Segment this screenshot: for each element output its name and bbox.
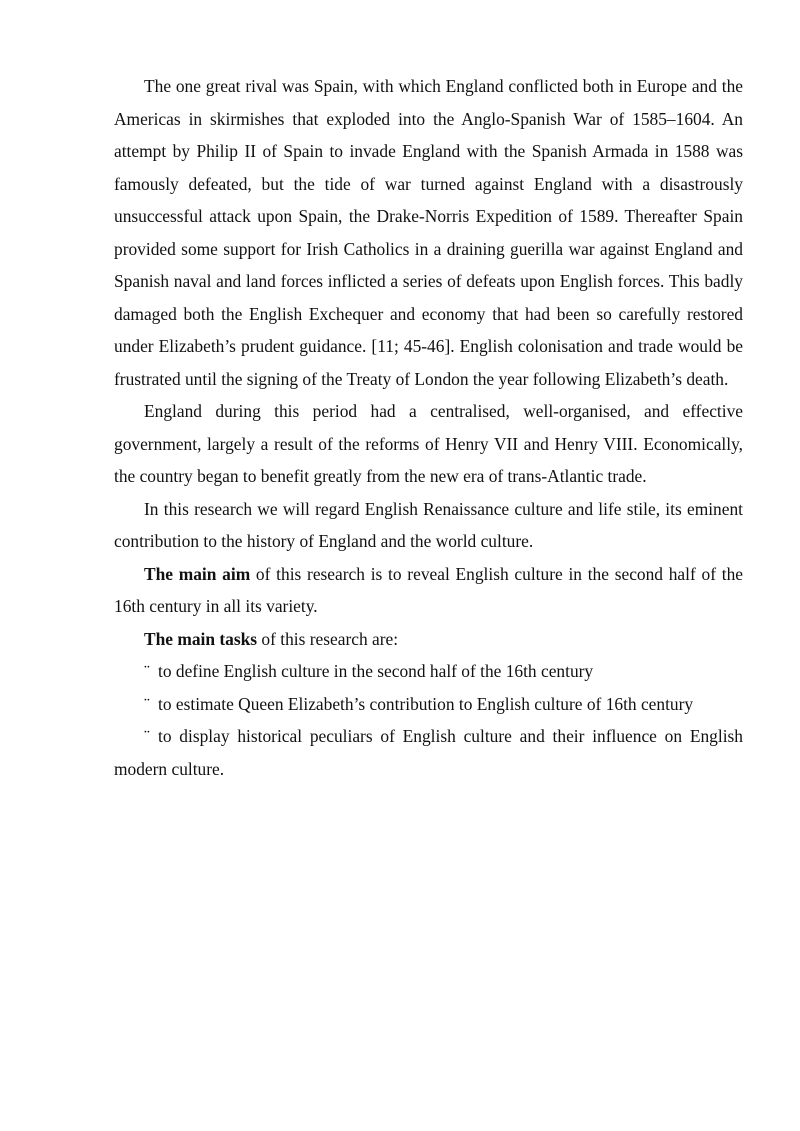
paragraph-research-scope: In this research we will regard English Renaissance culture and life stile, its eminent contribution to the history of England and the world culture. [114, 498, 743, 551]
list-item [114, 688, 743, 721]
main-tasks-intro: of this research are: [257, 628, 399, 649]
bullet-icon: ¨ [144, 693, 150, 714]
task-text: to display historical peculiars of English culture and their influence on English modern culture. [114, 726, 743, 779]
paragraph-main-tasks [114, 623, 743, 656]
main-aim-label: The main aim [144, 563, 251, 584]
paragraph-main-aim [114, 558, 743, 623]
list-item [114, 720, 743, 785]
main-aim-text: of this research is to reveal English culture in the second half of the 16th century in all its variety. [114, 563, 743, 616]
list-item [114, 655, 743, 688]
bullet-icon: ¨ [144, 726, 150, 746]
task-text: to define English culture in the second half of the 16th century [158, 661, 594, 681]
document-page [114, 70, 743, 785]
task-text: to estimate Queen Elizabeth’s contribution to English culture of 16th century [158, 693, 694, 714]
paragraph-government: England during this period had a centralised, well-organised, and effective government, largely a result of the reforms of Henry VII and Henry VIII. Economically, the country began to benefit greatly from the new era of trans-Atlantic trade. [114, 401, 743, 486]
main-tasks-label: The main tasks [144, 628, 258, 649]
bullet-icon: ¨ [144, 661, 150, 681]
paragraph-spain-rivalry: The one great rival was Spain, with which England conflicted both in Europe and the Americas in skirmishes that exploded into the Anglo-Spanish War of 1585–1604. An attempt by Philip II of Spain to invade England with the Spanish Armada in 1588 was famously defeated, but the tide of war turned against England with a disastrously unsuccessful attack upon Spain, the Drake-Norris Expedition of 1589. Thereafter Spain provided some support for Irish Catholics in a draining guerilla war against England and Spanish naval and land forces inflicted a series of defeats upon English forces. This badly damaged both the English Exchequer and economy that had been so carefully restored under Elizabeth’s prudent guidance. [11; 45-46]. English colonisation and trade would be frustrated until the signing of the Treaty of London the year following Elizabeth’s death. [114, 76, 743, 389]
